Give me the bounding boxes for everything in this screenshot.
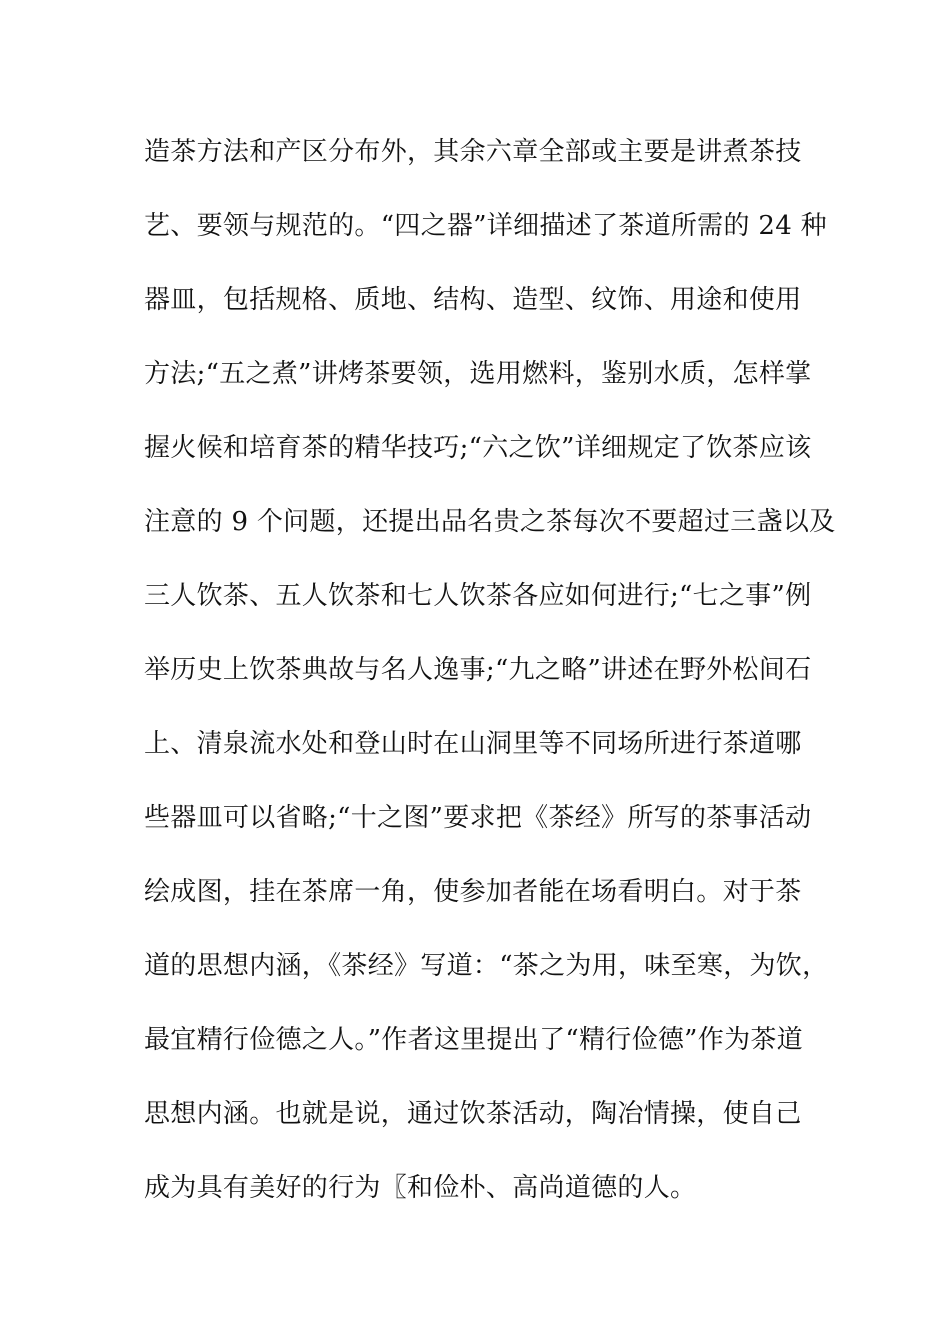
text-line: 道的思想内涵，《茶经》写道：“茶之为用，味至寒，为饮， [144,951,829,981]
text-line: 思想内涵。也就是说，通过饮茶活动，陶冶情操，使自己 [144,1099,802,1129]
text-line: 些器皿可以省略;“十之图”要求把《茶经》所写的茶事活动 [144,803,812,833]
text-line: 造茶方法和产区分布外，其余六章全部或主要是讲煮茶技 [144,137,802,167]
text-line: 绘成图，挂在茶席一角，使参加者能在场看明白。对于茶 [144,877,802,907]
text-line: 艺、要领与规范的。“四之器”详细描述了茶道所需的 24 种 [144,211,827,241]
text-line: 最宜精行俭德之人。”作者这里提出了“精行俭德”作为茶道 [144,1025,803,1055]
text-line: 方法;“五之煮”讲烤茶要领，选用燃料，鉴别水质，怎样掌 [144,359,812,389]
text-line: 握火候和培育茶的精华技巧;“六之饮”详细规定了饮茶应该 [144,433,812,463]
text-line: 器皿，包括规格、质地、结构、造型、纹饰、用途和使用 [144,285,802,315]
text-line: 举历史上饮茶典故与名人逸事;“九之略”讲述在野外松间石 [144,655,812,685]
text-line: 注意的 9 个问题，还提出品名贵之茶每次不要超过三盏以及 [144,507,836,537]
body-paragraph [144,128,834,1238]
text-line: 成为具有美好的行为〖和俭朴、高尚道德的人。 [144,1173,697,1203]
text-line: 三人饮茶、五人饮茶和七人饮茶各应如何进行;“七之事”例 [144,581,812,611]
text-line: 上、清泉流水处和登山时在山洞里等不同场所进行茶道哪 [144,729,802,759]
